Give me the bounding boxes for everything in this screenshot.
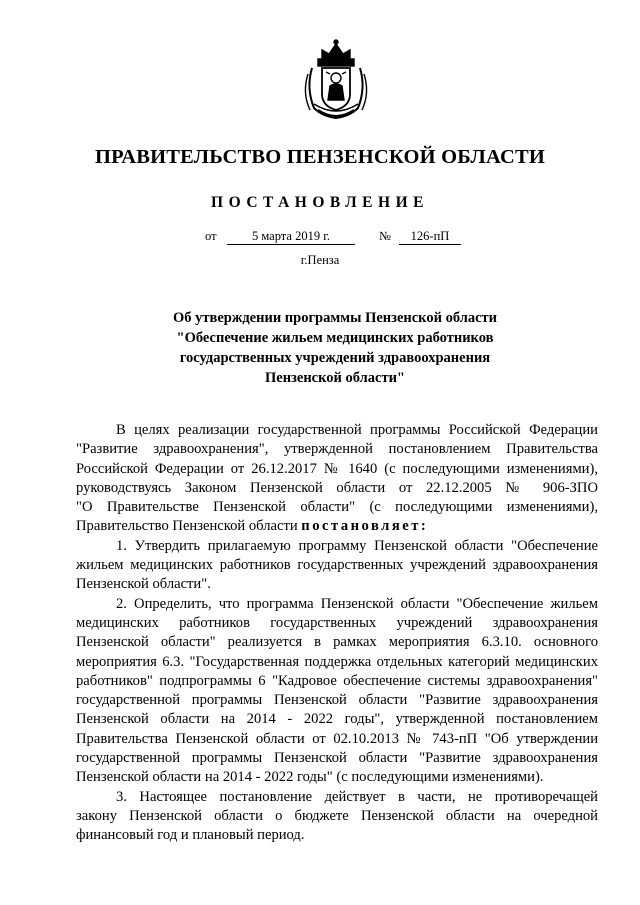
text-line: "О Правительстве Пензенской области" (с последующими изменениями), [76,499,598,516]
title-line: государственных учреждений здравоохранения [179,350,491,366]
text-line: Пензенской области" реализуется в рамках мероприятия 6.3.10. основного [76,634,598,651]
text-line: 1. Утвердить прилагаемую программу Пензенской области "Обеспечение [116,537,598,554]
coat-of-arms-icon [300,38,372,120]
date-label: от [205,229,217,243]
paragraph-item-1 [76,537,598,595]
text-line: руководствуясь Законом Пензенской области от 22.12.2005 № 906-ЗПО [76,479,598,496]
paragraph-preamble [76,421,598,537]
text-line: 2. Определить, что программа Пензенской области "Обеспечение жильем [116,595,598,612]
text-line: "Развитие здравоохранения", утвержденной постановлением Правительства [76,441,598,458]
text-line: Правительства Пензенской области от 02.10.2013 № 743-пП "Об утверждении [76,730,598,747]
text-line: государственной программы Пензенской области "Развитие здравоохранения [76,692,598,709]
text-line: медицинских работников государственных учреждений здравоохранения [76,614,598,631]
number-value: 126-пП [399,229,461,245]
title-line: Пензенской области" [264,370,405,386]
text-line: Пензенской области на 2014 - 2022 годы" (с последующими изменениями). [76,769,544,786]
text-line: 3. Настоящее постановление действует в части, не противоречащей [116,788,598,805]
paragraph-item-2 [76,595,598,788]
resolves-word: постановляет: [301,518,429,535]
document-type: ПОСТАНОВЛЕНИЕ [211,194,429,211]
text-line: финансовый год и плановый период. [76,827,305,844]
text-line: закону Пензенской области о бюджете Пензенской области на очередной [76,807,598,824]
title-line: "Обеспечение жильем медицинских работников [176,330,494,346]
number-label: № [379,229,391,243]
text-line: государственной программы Пензенской области "Развитие здравоохранения [76,750,598,767]
text-line: Пензенской области на 2014 - 2022 годы", утвержденной постановлением [76,711,598,728]
text-line: Российской Федерации от 26.12.2017 № 1640 (с последующими изменениями), [76,460,598,477]
date-value: 5 марта 2019 г. [227,229,355,245]
document-title [150,308,520,388]
text-line: работников" подпрограммы 6 "Кадровое обеспечение системы здравоохранения" [76,672,598,689]
document-body [76,421,598,846]
text-line: Пензенской области". [76,576,211,593]
title-line: Об утверждении программы Пензенской области [172,310,498,326]
text-line: В целях реализации государственной программы Российской Федерации [116,422,598,438]
organization-name: ПРАВИТЕЛЬСТВО ПЕНЗЕНСКОЙ ОБЛАСТИ [95,146,545,168]
city: г.Пенза [300,253,340,267]
date-number-line [205,229,465,247]
text-line [76,517,598,536]
preamble-prefix: Правительство Пензенской области [76,518,302,535]
text-line: жильем медицинских работников государственных учреждений здравоохранения [76,557,598,574]
paragraph-item-3 [76,788,598,846]
text-line: мероприятия 6.3. "Государственная поддержка отдельных категорий медицинских [76,653,598,670]
